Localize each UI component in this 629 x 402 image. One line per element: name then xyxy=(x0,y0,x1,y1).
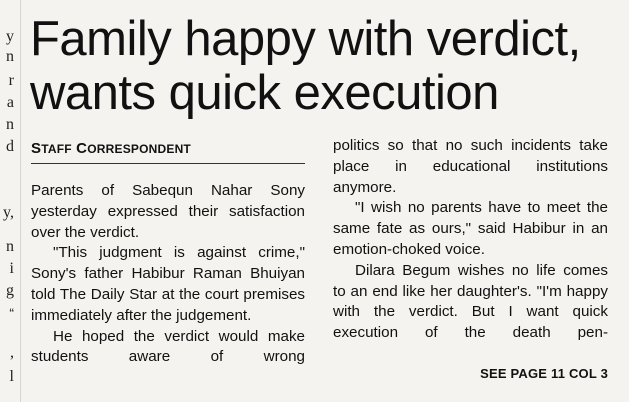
byline-initial: C xyxy=(76,140,88,157)
article-paragraph: Dilara Begum wishes no life comes to an end like her daughter's. "I'm happy with the verdict. But I want quick execution of the death pen- xyxy=(333,261,608,342)
side-fragment: g xyxy=(6,282,14,299)
article-column-2 xyxy=(333,136,608,344)
byline-rule xyxy=(31,163,305,164)
byline-smallcaps: TAFF xyxy=(41,142,72,156)
side-fragment: i xyxy=(9,260,14,277)
side-fragment: y, xyxy=(3,204,14,221)
side-fragment: “ xyxy=(9,305,14,321)
article-paragraph: "I wish no parents have to meet the same fate as ours," said Habibur in an emotion-choked voice. xyxy=(333,199,608,258)
headline-line-1: Family happy with verdict, xyxy=(30,12,581,66)
byline-smallcaps: ORRESPONDENT xyxy=(87,142,191,156)
side-fragment: n xyxy=(6,238,14,255)
article-paragraph: politics so that no such incidents take place in educational institutions anymore. xyxy=(333,137,608,196)
side-fragment: y xyxy=(6,28,14,45)
headline-line-2: wants quick execution xyxy=(30,66,499,120)
side-fragment: r xyxy=(8,72,14,89)
continuation-note: SEE PAGE 11 COL 3 xyxy=(480,366,608,381)
article-paragraph: "This judgment is against crime," Sony's father Habibur Raman Bhuiyan told The Daily Star at the court premises immediately after the judgement. xyxy=(31,244,305,324)
column-divider xyxy=(20,0,21,402)
byline xyxy=(31,140,191,157)
side-fragment: n xyxy=(6,116,14,133)
side-fragment: n xyxy=(6,48,14,65)
article-column-1 xyxy=(31,181,305,368)
headline xyxy=(30,12,625,120)
byline-initial: S xyxy=(31,140,42,157)
side-fragment: , xyxy=(10,344,14,361)
side-fragment: d xyxy=(6,138,14,155)
side-fragment: a xyxy=(6,94,14,111)
article-paragraph: He hoped the verdict would make students aware of wrong xyxy=(31,327,305,366)
side-fragment: l xyxy=(9,368,14,385)
article-paragraph: Parents of Sabequn Nahar Sony yesterday expressed their satisfaction over the verdict. xyxy=(31,182,305,241)
